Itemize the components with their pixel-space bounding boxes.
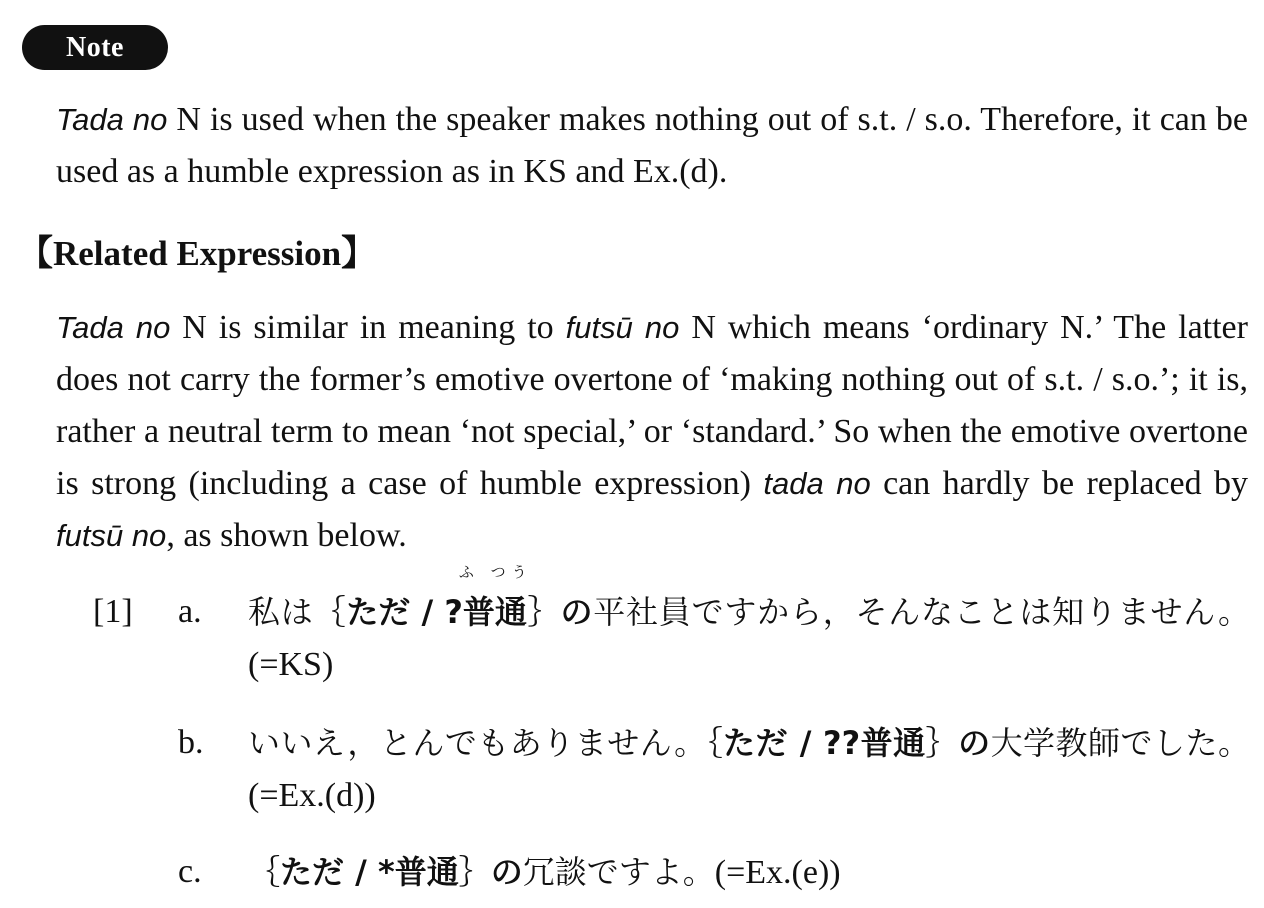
- example-a-ref: (=KS): [248, 646, 334, 683]
- example-b-sentence: [248, 717, 1250, 822]
- example-a-post: 平社員ですから，そんなことは知りません。: [593, 593, 1250, 631]
- example-b-ref: (=Ex.(d)): [248, 777, 376, 814]
- example-a-pre: 私は｛: [248, 593, 347, 631]
- example-c-ref: (=Ex.(e)): [714, 854, 841, 891]
- related-term-3: tada no: [763, 466, 871, 501]
- example-a-choice: [346, 563, 533, 638]
- related-paragraph: [56, 302, 1248, 562]
- related-text-2: N which means ‘ordinary N.’ The latter does not carry the former’s emotive overtone of ‘making nothing out of s.t. / s.o.’; it is, rather a neutral term to mean ‘not special,’ or ‘standard.’ So when the emotive overtone is strong (including a case of humble expression): [56, 309, 1248, 502]
- related-text-1: N is similar in meaning to: [170, 309, 566, 346]
- note-text: N is used when the speaker makes nothing out of s.t. / s.o. Therefore, it can be used as a humble expression as in KS and Ex.(d).: [56, 101, 1248, 190]
- example-c-post: 冗談ですよ。: [522, 853, 715, 891]
- related-text-3: can hardly be replaced by: [870, 465, 1248, 502]
- note-term: Tada no: [56, 102, 168, 137]
- example-a-letter: a.: [178, 593, 202, 630]
- example-c-pre: ｛: [248, 853, 281, 891]
- example-c-choice: ただ / *普通: [280, 853, 459, 891]
- related-term-2: futsū no: [565, 310, 680, 345]
- example-c-no: の: [490, 853, 523, 891]
- example-b-pre: いいえ，とんでもありません。｛: [248, 724, 724, 762]
- note-badge: Note: [22, 25, 168, 70]
- example-a-furigana: ふ つう: [458, 563, 533, 581]
- example-b-close: ｝: [925, 724, 959, 762]
- example-c-sentence: [248, 846, 1250, 899]
- related-expression-heading: 【Related Expression】: [18, 234, 377, 273]
- example-number: [1]: [93, 593, 133, 630]
- example-a-sentence: [248, 563, 1250, 691]
- example-a-close: ｝: [526, 593, 561, 631]
- example-b-choice: ただ / ??普通: [723, 724, 926, 762]
- example-b-no: の: [958, 724, 991, 762]
- example-a-no: の: [560, 593, 594, 631]
- related-term-4: futsū no: [56, 518, 167, 553]
- example-c-close: ｝: [458, 853, 491, 891]
- note-paragraph: [56, 94, 1248, 198]
- example-a-choice-text: ただ / ?普通: [346, 593, 527, 631]
- related-term-1: Tada no: [56, 310, 171, 345]
- example-c-letter: c.: [178, 853, 202, 890]
- example-b-post: 大学教師でした。: [990, 724, 1250, 762]
- example-b-letter: b.: [178, 724, 204, 761]
- related-text-4: , as shown below.: [166, 517, 407, 554]
